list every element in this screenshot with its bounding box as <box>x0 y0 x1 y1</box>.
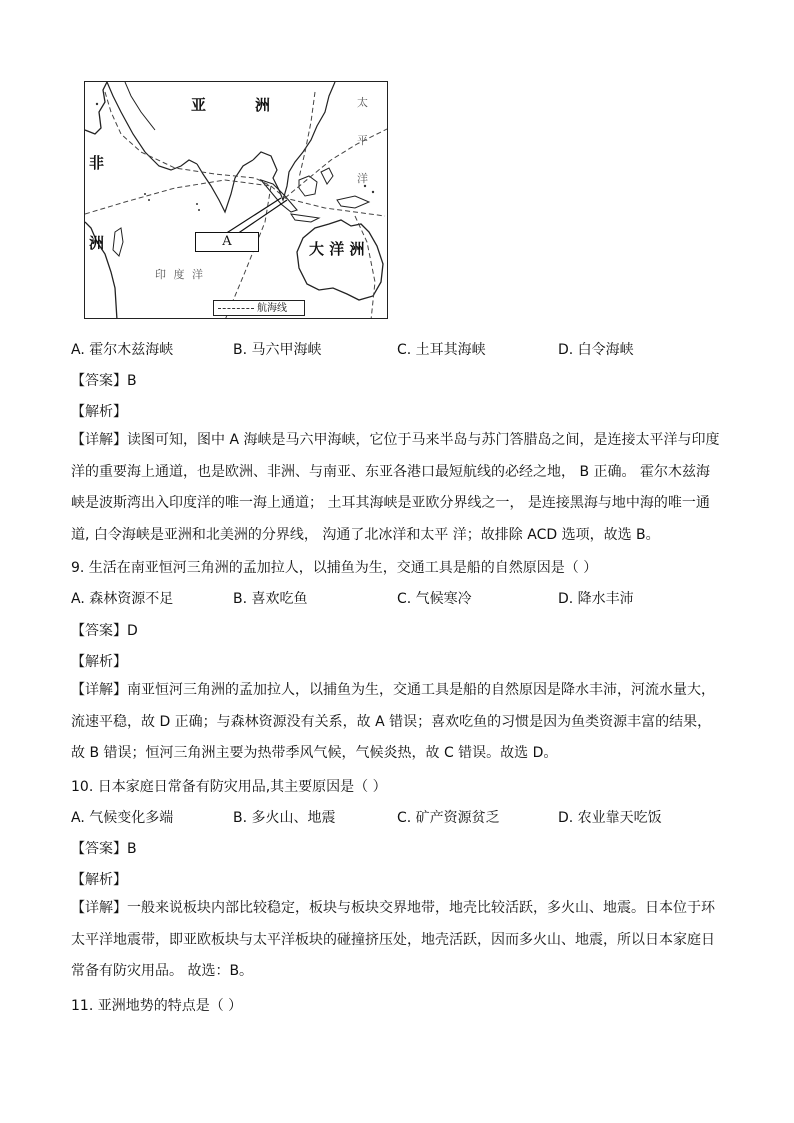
label-pacific-2: 平 <box>357 134 368 147</box>
label-oceania: 大 洋 洲 <box>309 240 365 258</box>
map-legend <box>213 300 305 316</box>
q8-option-d: D. 白令海峡 <box>558 342 634 358</box>
q10-question: 10. 日本家庭日常备有防灾用品,其主要原因是（ ） <box>71 779 387 795</box>
label-pacific-1: 太 <box>357 96 368 109</box>
q9-question: 9. 生活在南亚恒河三角洲的孟加拉人，以捕鱼为生，交通工具是船的自然原因是（ ） <box>71 560 598 576</box>
q9-detail-line: 故 B 错误；恒河三角洲主要为热带季风气候，气候炎热，故 C 错误。故选 D。 <box>71 745 558 761</box>
q10-option-a: A. 气候变化多端 <box>71 810 174 826</box>
q9-analysis-heading: 【解析】 <box>71 654 127 670</box>
q10-detail-line: 太平洋地震带，即亚欧板块与太平洋板块的碰撞挤压处，地壳活跃，因而多火山、地震，所以日本家庭日 <box>71 931 715 948</box>
q8-detail <box>71 425 731 551</box>
dashed-line-icon <box>218 308 254 309</box>
q8-option-a: A. 霍尔木兹海峡 <box>71 342 174 358</box>
q10-detail-line: 【详解】一般来说板块内部比较稳定，板块与板块交界地带，地壳比较活跃，多火山、地震。日本位于环 <box>71 900 715 916</box>
q8-option-c: C. 土耳其海峡 <box>397 342 486 358</box>
q8-answer: 【答案】B <box>71 373 137 389</box>
q9-option-a: A. 森林资源不足 <box>71 591 174 607</box>
q9-detail <box>71 675 731 770</box>
q10-detail <box>71 893 731 988</box>
q8-analysis-heading: 【解析】 <box>71 404 127 420</box>
q8-detail-line: 洋的重要海上通道，也是欧洲、非洲、与南亚、东亚各港口最短航线的必经之地， B 正确。 霍尔木兹海 <box>71 463 710 480</box>
q10-answer: 【答案】B <box>71 841 137 857</box>
q8-detail-line: 道, 白令海峡是亚洲和北美洲的分界线， 沟通了北冰洋和太平 洋；故排除 ACD 选项，故选 B。 <box>71 526 660 543</box>
q9-option-b: B. 喜欢吃鱼 <box>233 591 308 607</box>
q10-option-c: C. 矿产资源贫乏 <box>397 810 500 826</box>
q9-detail-line: 【详解】南亚恒河三角洲的孟加拉人，以捕鱼为生，交通工具是船的自然原因是降水丰沛，河流水量大， <box>71 682 715 698</box>
legend-label: 航海线 <box>257 303 287 314</box>
q10-detail-line: 常备有防灾用品。 故选：B。 <box>71 963 254 979</box>
map-drawing <box>85 82 388 319</box>
q10-analysis-heading: 【解析】 <box>71 872 127 888</box>
label-africa-2: 洲 <box>89 234 105 252</box>
q9-detail-line: 流速平稳，故 D 正确；与森林资源没有关系，故 A 错误；喜欢吃鱼的习惯是因为鱼类资源丰富的结果， <box>71 713 712 730</box>
q11-question: 11. 亚洲地势的特点是（ ） <box>71 998 243 1014</box>
q10-option-b: B. 多火山、地震 <box>233 810 336 826</box>
label-pacific-3: 洋 <box>357 172 368 185</box>
q8-detail-line: 【详解】读图可知，图中 A 海峡是马六甲海峡，它位于马来半岛与苏门答腊岛之间，是连接太平洋与印度 <box>71 432 720 448</box>
map-figure <box>84 81 388 319</box>
label-indian-ocean: 印 度 洋 <box>155 268 205 281</box>
q9-answer: 【答案】D <box>71 623 138 639</box>
q9-option-c: C. 气候寒冷 <box>397 591 472 607</box>
q9-option-d: D. 降水丰沛 <box>558 591 634 607</box>
q8-detail-line: 峡是波斯湾出入印度洋的唯一海上通道； 土耳其海峡是亚欧分界线之一， 是连接黑海与地中海的唯一通 <box>71 495 710 511</box>
label-asia-2: 洲 <box>255 96 271 114</box>
q8-option-b: B. 马六甲海峡 <box>233 342 322 358</box>
strait-a-box: A <box>195 232 259 252</box>
label-africa-1: 非 <box>89 154 105 172</box>
q10-option-d: D. 农业靠天吃饭 <box>558 810 662 826</box>
label-asia-1: 亚 <box>191 96 207 114</box>
